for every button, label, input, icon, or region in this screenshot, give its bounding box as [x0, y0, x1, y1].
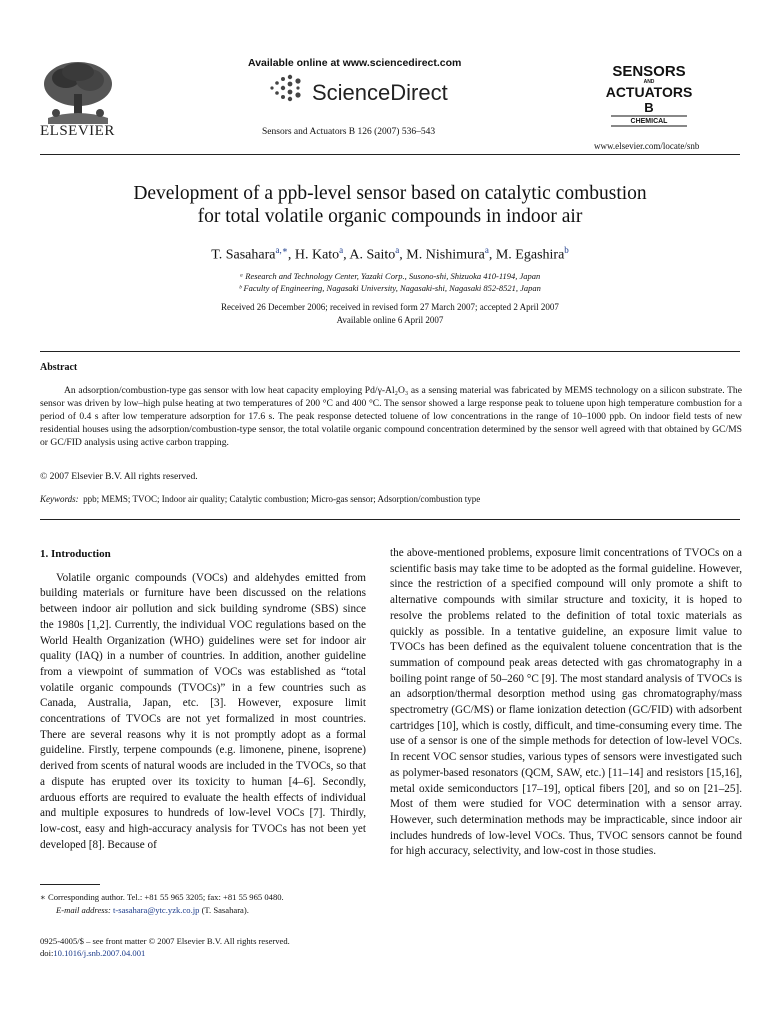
left-column: [40, 547, 366, 853]
abstract-body: An adsorption/combustion-type gas sensor with low heat capacity employing Pd/γ-Al₂O₃ as a sensing material was fabricated by MEMS technology on a silicon substrate. The sensor was driven by low–high pulse heating at two temperatures of 200 °C and 400 °C. The sensor showed a large response peak to toluene upon high temperature combustion for a period of 0.4 s after low temperature adsorption for 17.6 s. The peak response detected toluene of low concentrations in the range of 10–1000 ppb. On indoor field tests of new residential houses using the adsorption/combustion-type sensor, the total volatile organic compound concentration determined by the sensor well agreed with that obtained by GC/MS or GC/FID analysis using active carbon trapping.: [40, 385, 742, 448]
keywords: [40, 494, 742, 504]
doi-line: [40, 948, 145, 958]
email-label: E-mail address:: [56, 905, 111, 915]
title-line-1: Development of a ppb-level sensor based on catalytic combustion: [133, 183, 647, 204]
section-heading: 1. Introduction: [40, 548, 111, 560]
abstract-heading: Abstract: [40, 362, 78, 373]
doi-label: doi:: [40, 948, 54, 958]
logo-line-actuators: ACTUATORS: [605, 84, 693, 100]
keywords-list: ppb; MEMS; TVOC; Indoor air quality; Catalytic combustion; Micro-gas sensor; Adsorption/combustion type: [83, 494, 481, 504]
abstract-copyright: © 2007 Elsevier B.V. All rights reserved.: [40, 471, 198, 482]
article-title: [40, 182, 740, 228]
author-name: H. Kato: [294, 247, 340, 263]
abstract-bottom-divider: [40, 519, 740, 520]
received-dates: Received 26 December 2006; received in revised form 27 March 2007; accepted 2 April 2007: [221, 302, 559, 312]
right-column: [390, 546, 742, 860]
author-list: T. Sasahara$^{a,∗}$, H. Kato$^a$, A. Saito$^a$, M. Nishimura$^a$, M. Egashira$^b$: [211, 245, 569, 263]
paragraph: the above-mentioned problems, exposure limit concentrations of TVOCs on a scientific basis may take time to be adopted as the formal guideline. However, since the restriction of a specified compound will only promote a shift to alternative compounds with similar structure and toxicity, it is hoped to resolve the problems related to the definition of total toxic materials as quickly as possible. In a tentative guideline, an exposure limit value to TVOCs has been defined as the equivalent toluene concentration that is the summation of compound peak areas detected with gas chromatography in a boiling point range of 50–260 °C [9]. The most standard analysis of TVOCs is an adsorption/thermal desorption method using gas chromatography/mass spectrometry (GC/MS) or flame ionization detection (GC/FID) with adsorbent cartridges [10], which is costly, difficult, and time-consuming every time. The use of a sensor is one of the simple methods for detection of low-level VOCs. In recent VOC sensor studies, various types of sensors were investigated such as polymer-based resonators (QCM, SAW, etc.) [11–14] and resistors [15,16], metal oxide semiconductors [17–19], optical fibers [20], and so on [21–25]. Most of them were studied for VOC determination with a sensor array. However, such determination methods may be impracticable, since indoor air includes hundreds of low-level VOCs. Thus, TVOC sensors cannot be found for high accuracy, selectivity, and low-cost in those studies.: [390, 547, 742, 858]
author-affil-mark[interactable]: b: [564, 245, 569, 255]
author-name: A. Saito: [349, 247, 396, 263]
author-affil-mark[interactable]: a: [395, 245, 400, 255]
affiliation-a: ᵃ Research and Technology Center, Yazaki Corp., Susono-shi, Shizuoka 410-1194, Japan: [239, 271, 541, 281]
journal-reference: Sensors and Actuators B 126 (2007) 536–543: [262, 127, 436, 137]
author-affil-mark[interactable]: a,∗: [275, 245, 288, 255]
publisher-name: ELSEVIER: [40, 123, 115, 139]
logo-line-sensors: SENSORS: [612, 63, 686, 80]
logo-line-chemical: CHEMICAL: [630, 118, 668, 125]
doi-link[interactable]: 10.1016/j.snb.2007.04.001: [53, 948, 146, 958]
available-online-date: Available online 6 April 2007: [336, 315, 444, 325]
title-line-2: for total volatile organic compounds in indoor air: [197, 206, 583, 227]
sciencedirect-dots-icon: [268, 73, 306, 103]
author-name: M. Nishimura: [406, 247, 485, 263]
author-name: T. Sasahara: [211, 247, 276, 263]
author-name: M. Egashira: [495, 247, 565, 263]
logo-line-and: AND: [643, 79, 655, 85]
sensors-actuators-logo: [605, 60, 693, 130]
email-note: [56, 905, 249, 915]
paragraph: Volatile organic compounds (VOCs) and aldehydes emitted from building materials or furniture have been discussed on the relations between indoor air pollution and sick building syndrome (SBS) since the 1980s [1,2]. Currently, the individual VOC regulations based on the World Health Organization (WHO) guidelines were set for indoor air quality (IAQ) in a number of countries. In addition, another guideline from a viewpoint of summation of VOCs was established as “total volatile organic compounds (TVOCs)” in a few countries such as Canada, Australia, Japan, etc. [3]. However, exposure limit concentrations of TVOCs are not yet formalized in most countries. There are several reasons why it is not promptly adopt as a formal guideline. Firstly, terpene compounds (e.g. limonene, pinene, isoprene) derived from scents of natural woods are included in the TVOCs, so that a dispute has erupted over its toxicity to human [4–6]. Secondly, arduous efforts are required to evaluate the health effects of individual and multiple exposures to hundreds of low-level VOCs [7]. Thirdly, low-cost, easy and high-accuracy analysis for TVOCs has not been yet developed [8]. Because of: [40, 571, 366, 851]
journal-url[interactable]: www.elsevier.com/locate/snb: [594, 141, 700, 151]
abstract-top-divider: [40, 351, 740, 352]
author-affil-mark[interactable]: a: [339, 245, 344, 255]
footnote-divider: [40, 884, 100, 885]
author-affil-mark[interactable]: a: [484, 245, 489, 255]
email-link[interactable]: t-sasahara@ytc.yzk.co.jp: [112, 905, 200, 915]
email-suffix: (T. Sasahara).: [201, 905, 249, 915]
affiliation-b: ᵇ Faculty of Engineering, Nagasaki University, Nagasaki-shi, Nagasaki 852-8521, Japan: [239, 283, 541, 293]
logo-line-b: B: [644, 100, 654, 115]
keywords-label: Keywords:: [40, 494, 79, 504]
elsevier-tree-logo: [38, 58, 118, 126]
issn-line: 0925-4005/$ – see front matter © 2007 Elsevier B.V. All rights reserved.: [40, 936, 290, 946]
corresponding-author-note: ∗ Corresponding author. Tel.: +81 55 965 3205; fax: +81 55 965 0480.: [40, 892, 284, 902]
header-divider: [40, 154, 740, 155]
sciencedirect-wordmark: ScienceDirect: [312, 80, 448, 105]
available-online-text: Available online at www.sciencedirect.com: [248, 57, 462, 69]
